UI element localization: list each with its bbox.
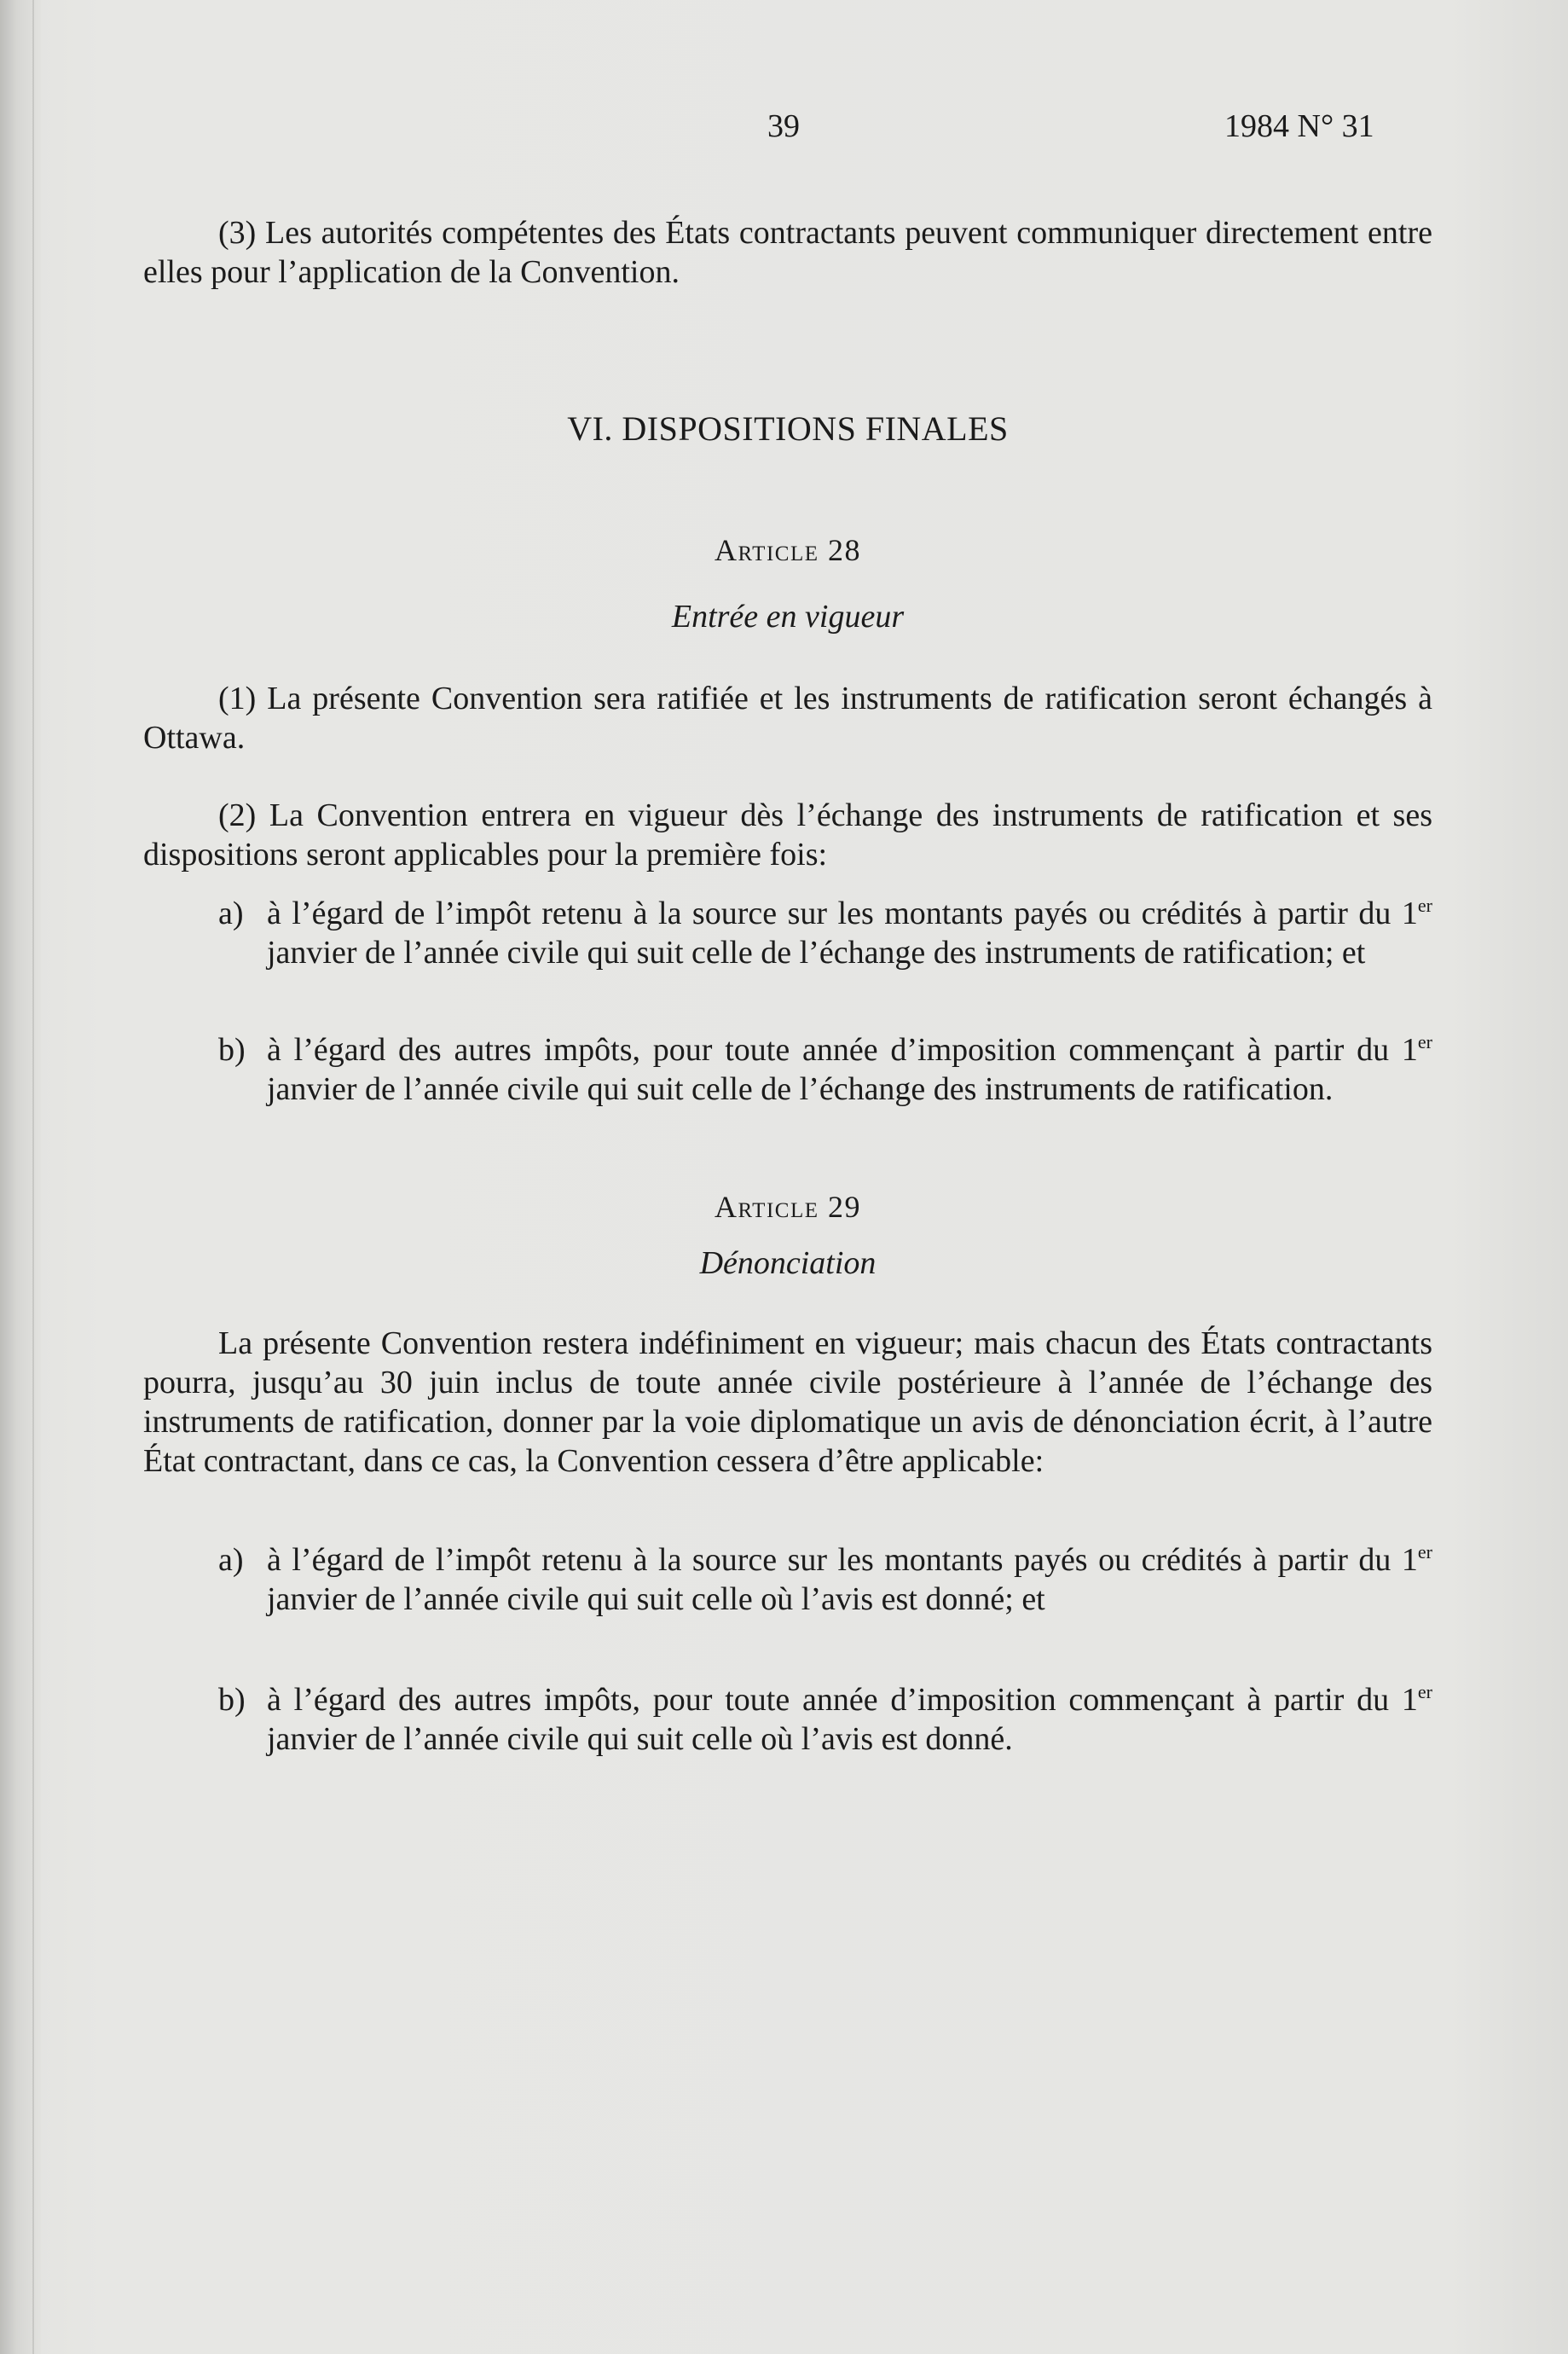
article-29-heading: Article 29	[715, 1190, 861, 1224]
list-item-text: à l’égard des autres impôts, pour toute année d’imposition commençant à partir du 1er janvier de l’année civile qui suit celle où l’avis est donné.	[267, 1681, 1432, 1757]
page-number: 39	[767, 108, 800, 144]
page-binding-edge	[0, 0, 41, 2354]
article-29-paragraph: La présente Convention restera indéfiniment en vigueur; mais chacun des États contractants pourra, jusqu’au 30 juin inclus de toute année civile postérieure à l’année de l’échange des instruments de ratification, donner par la voie diplomatique un avis de dénonciation écrit, à l’autre État contractant, dans ce cas, la Convention cessera d’être applicable:	[143, 1325, 1432, 1479]
article-28-paragraph-1: (1) La présente Convention sera ratifiée et les instruments de ratification seront échangés à Ottawa.	[143, 681, 1432, 756]
publication-reference: 1984 N° 31	[1224, 108, 1374, 144]
page-header	[0, 107, 1568, 150]
binding-fold-line	[32, 0, 34, 2354]
paragraph-3: (3) Les autorités compétentes des États contractants peuvent communiquer directement entre elles pour l’application de la Convention.	[143, 215, 1432, 290]
list-item-text: à l’égard de l’impôt retenu à la source sur les montants payés ou crédités à partir du 1er janvier de l’année civile qui suit celle où l’avis est donné; et	[267, 1541, 1432, 1617]
article-28-paragraph-2: (2) La Convention entrera en vigueur dès l’échange des instruments de ratification et ses dispositions seront applicables pour la première fois:	[143, 797, 1432, 873]
article-28-subtitle: Entrée en vigueur	[671, 599, 905, 635]
list-item-text: à l’égard de l’impôt retenu à la source sur les montants payés ou crédités à partir du 1er janvier de l’année civile qui suit celle de l’échange des instruments de ratification; et	[267, 895, 1432, 971]
list-marker: b)	[218, 1032, 246, 1068]
article-29-subtitle: Dénonciation	[699, 1245, 877, 1281]
list-marker: a)	[218, 896, 244, 931]
list-marker: b)	[218, 1682, 246, 1718]
list-item-text: à l’égard des autres impôts, pour toute année d’imposition commençant à partir du 1er janvier de l’année civile qui suit celle de l’échange des instruments de ratification.	[267, 1031, 1432, 1107]
article-28-heading: Article 28	[715, 533, 861, 567]
section-title: VI. DISPOSITIONS FINALES	[567, 409, 1009, 448]
list-marker: a)	[218, 1542, 244, 1578]
